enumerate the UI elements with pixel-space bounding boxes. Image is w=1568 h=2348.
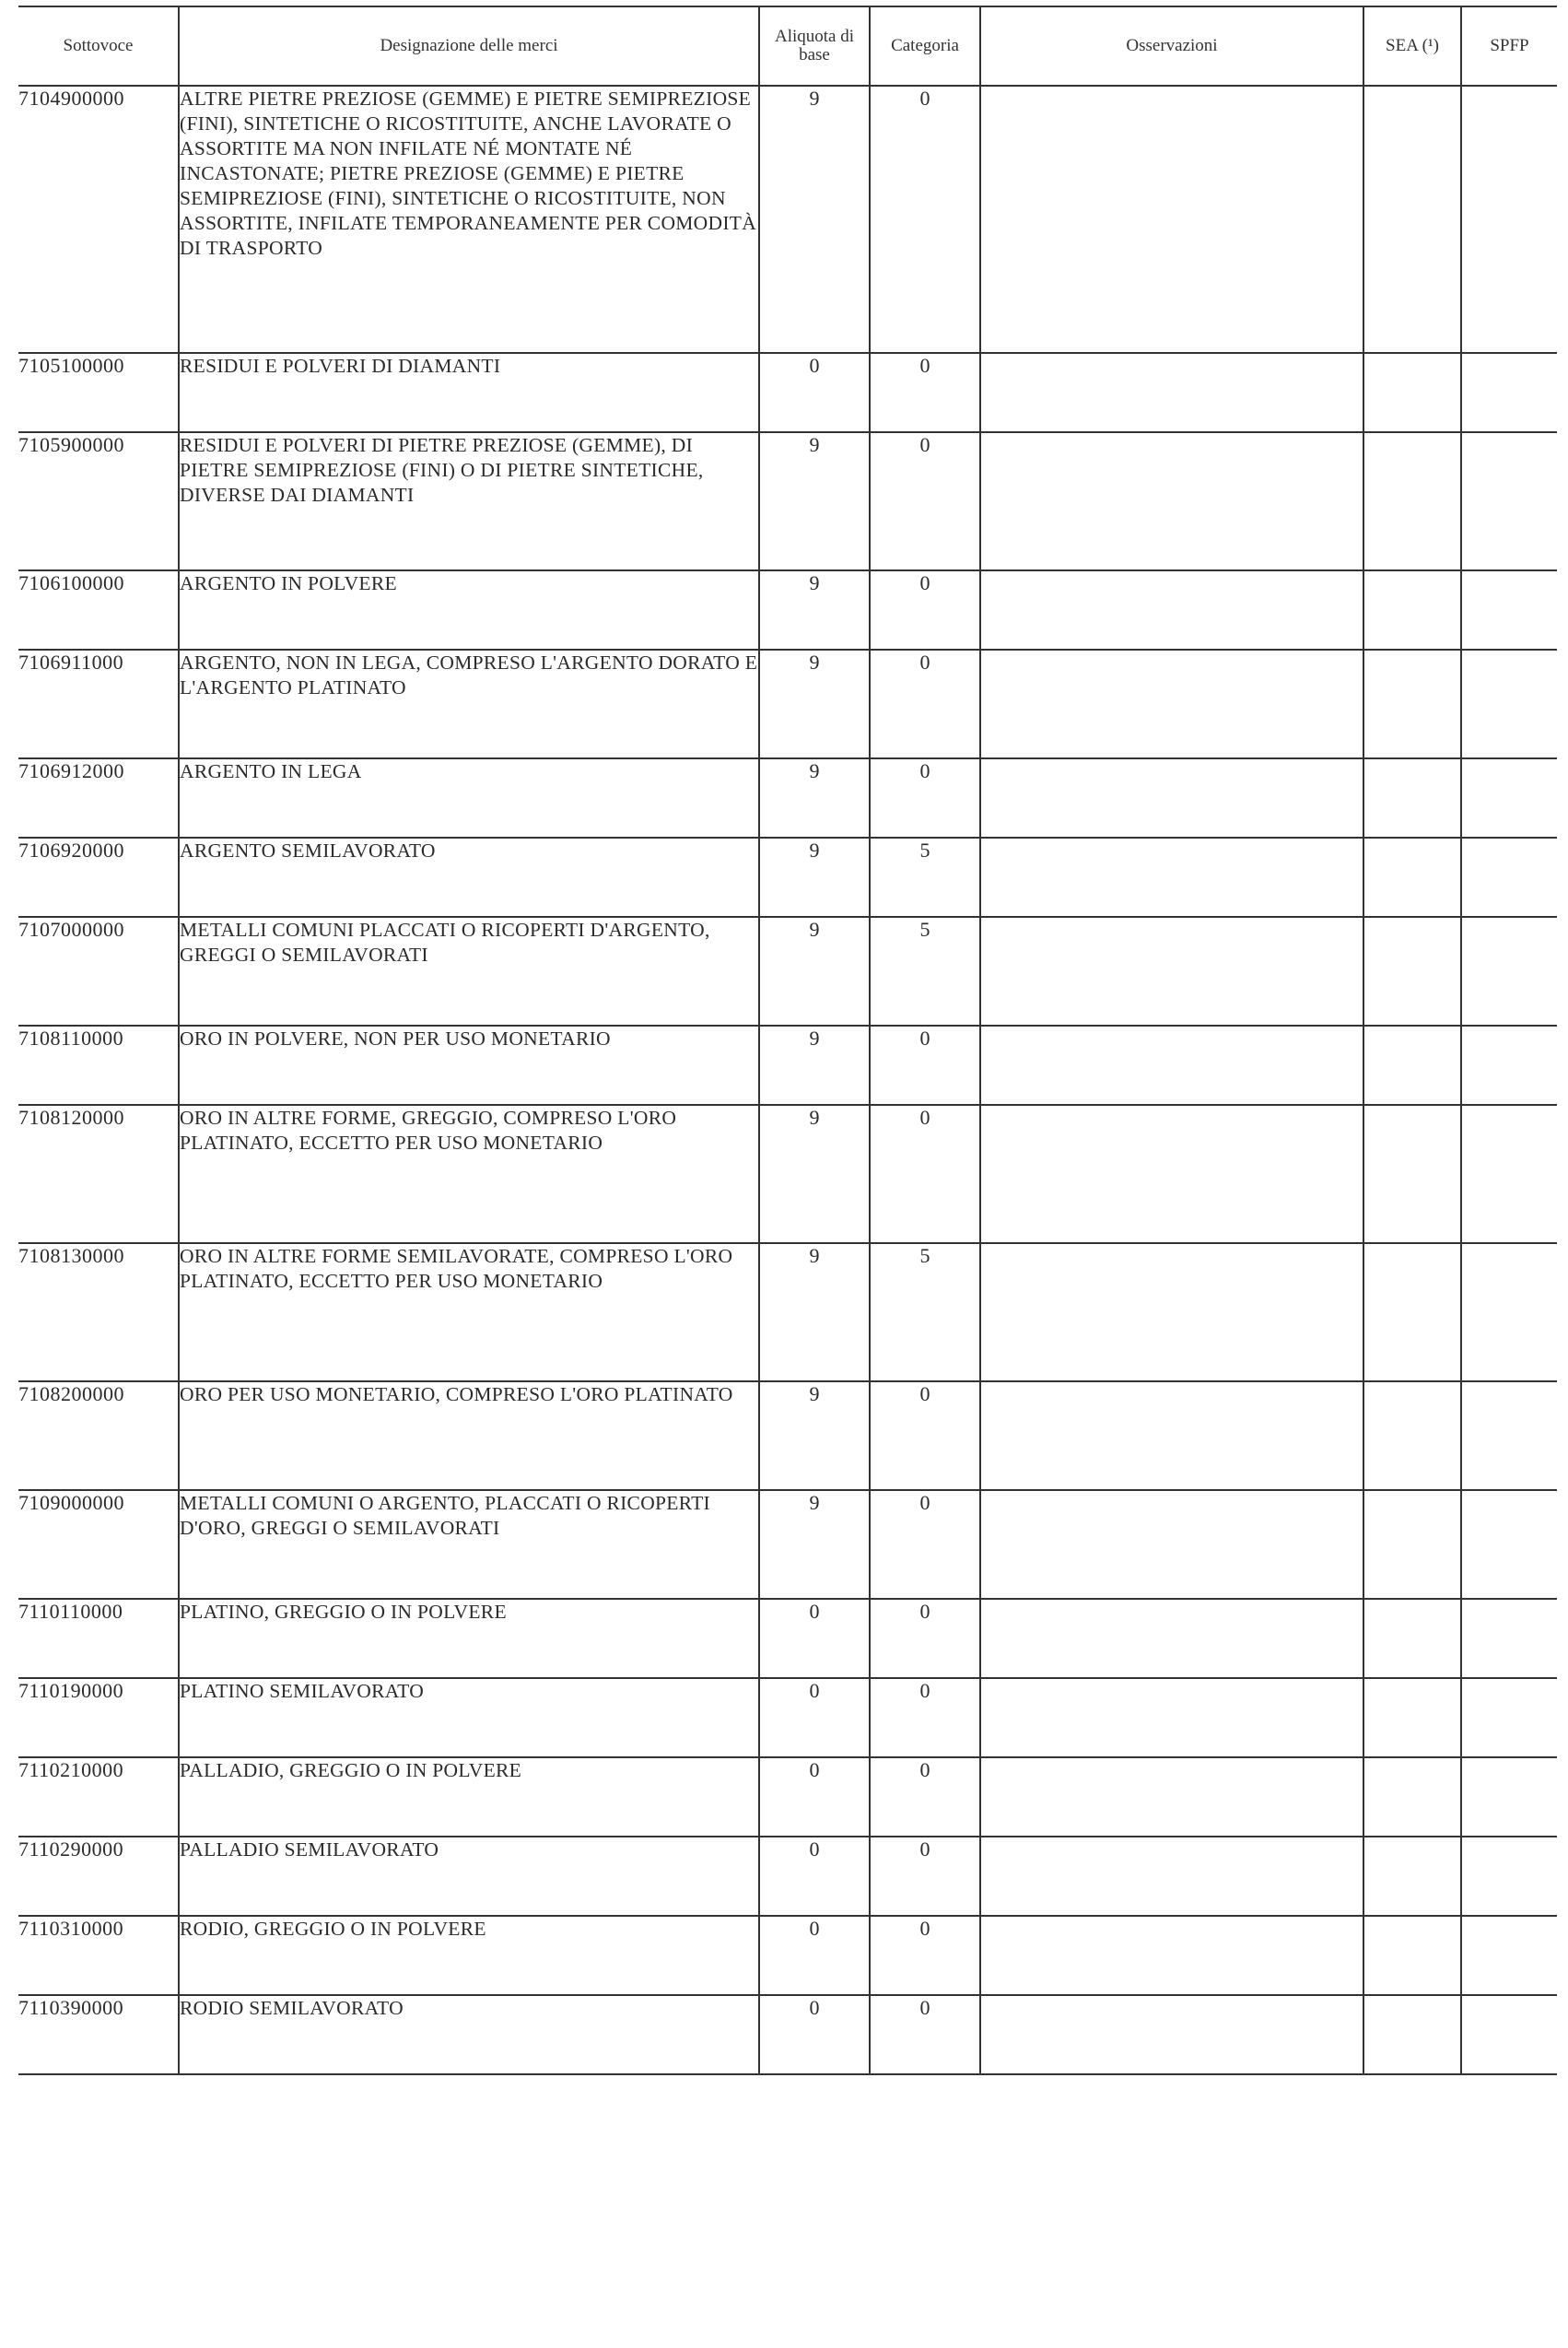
cell-sea bbox=[1363, 1837, 1461, 1916]
table-row bbox=[18, 86, 1557, 353]
cell-sea bbox=[1363, 432, 1461, 570]
cell-remarks bbox=[980, 1995, 1363, 2074]
cell-spfp bbox=[1461, 1490, 1557, 1599]
cell-description: METALLI COMUNI O ARGENTO, PLACCATI O RICOPERTI D'ORO, GREGGI O SEMILAVORATI bbox=[179, 1490, 759, 1599]
cell-code: 7104900000 bbox=[18, 86, 179, 353]
cell-remarks bbox=[980, 1243, 1363, 1381]
table-row bbox=[18, 1599, 1557, 1678]
cell-spfp bbox=[1461, 650, 1557, 758]
cell-base-rate: 0 bbox=[759, 1599, 870, 1678]
cell-remarks bbox=[980, 1916, 1363, 1995]
cell-spfp bbox=[1461, 1243, 1557, 1381]
header-spfp: SPFP bbox=[1461, 6, 1557, 86]
cell-spfp bbox=[1461, 86, 1557, 353]
cell-category: 0 bbox=[870, 432, 980, 570]
cell-description: METALLI COMUNI PLACCATI O RICOPERTI D'ARGENTO, GREGGI O SEMILAVORATI bbox=[179, 917, 759, 1026]
cell-category: 0 bbox=[870, 1599, 980, 1678]
cell-base-rate: 9 bbox=[759, 758, 870, 838]
table-body bbox=[18, 86, 1557, 2074]
cell-spfp bbox=[1461, 1381, 1557, 1490]
table-row bbox=[18, 432, 1557, 570]
cell-sea bbox=[1363, 1026, 1461, 1105]
cell-base-rate: 9 bbox=[759, 1026, 870, 1105]
table-row bbox=[18, 758, 1557, 838]
cell-spfp bbox=[1461, 432, 1557, 570]
cell-description: ALTRE PIETRE PREZIOSE (GEMME) E PIETRE SEMIPREZIOSE (FINI), SINTETICHE O RICOSTITUITE, ANCHE LAVORATE O ASSORTITE MA NON INFILATE NÉ MONTATE NÉ INCASTONATE; PIETRE PREZIOSE (GEMME) E PIETRE SEMIPREZIOSE (FINI), SINTETICHE O RICOSTITUITE, NON ASSORTITE, INFILATE TEMPORANEAMENTE PER COMODITÀ DI TRASPORTO bbox=[179, 86, 759, 353]
cell-remarks bbox=[980, 1490, 1363, 1599]
cell-sea bbox=[1363, 353, 1461, 432]
cell-spfp bbox=[1461, 1916, 1557, 1995]
cell-code: 7110310000 bbox=[18, 1916, 179, 1995]
cell-spfp bbox=[1461, 1105, 1557, 1243]
cell-remarks bbox=[980, 1381, 1363, 1490]
header-sea: SEA (¹) bbox=[1363, 6, 1461, 86]
header-row bbox=[18, 6, 1557, 86]
cell-code: 7110190000 bbox=[18, 1678, 179, 1757]
header-category: Categoria bbox=[870, 6, 980, 86]
table-row bbox=[18, 1837, 1557, 1916]
cell-spfp bbox=[1461, 1837, 1557, 1916]
cell-remarks bbox=[980, 86, 1363, 353]
cell-spfp bbox=[1461, 917, 1557, 1026]
cell-code: 7106100000 bbox=[18, 570, 179, 650]
cell-description: PLATINO SEMILAVORATO bbox=[179, 1678, 759, 1757]
cell-base-rate: 9 bbox=[759, 917, 870, 1026]
cell-category: 0 bbox=[870, 1381, 980, 1490]
cell-sea bbox=[1363, 1599, 1461, 1678]
cell-base-rate: 9 bbox=[759, 570, 870, 650]
cell-code: 7110110000 bbox=[18, 1599, 179, 1678]
cell-category: 0 bbox=[870, 570, 980, 650]
tariff-table-container bbox=[18, 6, 1557, 2075]
cell-base-rate: 9 bbox=[759, 86, 870, 353]
cell-spfp bbox=[1461, 570, 1557, 650]
cell-category: 5 bbox=[870, 838, 980, 917]
cell-code: 7106920000 bbox=[18, 838, 179, 917]
cell-spfp bbox=[1461, 1757, 1557, 1837]
cell-remarks bbox=[980, 1599, 1363, 1678]
cell-category: 0 bbox=[870, 1916, 980, 1995]
table-row bbox=[18, 353, 1557, 432]
cell-base-rate: 0 bbox=[759, 353, 870, 432]
cell-description: PALLADIO, GREGGIO O IN POLVERE bbox=[179, 1757, 759, 1837]
cell-remarks bbox=[980, 1837, 1363, 1916]
cell-code: 7108200000 bbox=[18, 1381, 179, 1490]
cell-sea bbox=[1363, 1243, 1461, 1381]
cell-category: 5 bbox=[870, 1243, 980, 1381]
cell-remarks bbox=[980, 838, 1363, 917]
cell-sea bbox=[1363, 86, 1461, 353]
cell-base-rate: 0 bbox=[759, 1995, 870, 2074]
cell-code: 7110290000 bbox=[18, 1837, 179, 1916]
header-code: Sottovoce bbox=[18, 6, 179, 86]
table-row bbox=[18, 1995, 1557, 2074]
cell-code: 7106912000 bbox=[18, 758, 179, 838]
cell-remarks bbox=[980, 1105, 1363, 1243]
cell-base-rate: 9 bbox=[759, 650, 870, 758]
cell-description: RODIO, GREGGIO O IN POLVERE bbox=[179, 1916, 759, 1995]
cell-spfp bbox=[1461, 1678, 1557, 1757]
cell-base-rate: 0 bbox=[759, 1837, 870, 1916]
cell-base-rate: 9 bbox=[759, 838, 870, 917]
cell-remarks bbox=[980, 650, 1363, 758]
cell-description: ARGENTO IN LEGA bbox=[179, 758, 759, 838]
cell-description: RODIO SEMILAVORATO bbox=[179, 1995, 759, 2074]
cell-remarks bbox=[980, 1678, 1363, 1757]
table-row bbox=[18, 1026, 1557, 1105]
cell-code: 7106911000 bbox=[18, 650, 179, 758]
table-row bbox=[18, 570, 1557, 650]
cell-sea bbox=[1363, 1995, 1461, 2074]
cell-sea bbox=[1363, 1490, 1461, 1599]
cell-description: ORO IN ALTRE FORME, GREGGIO, COMPRESO L'ORO PLATINATO, ECCETTO PER USO MONETARIO bbox=[179, 1105, 759, 1243]
cell-remarks bbox=[980, 432, 1363, 570]
cell-category: 0 bbox=[870, 1837, 980, 1916]
cell-sea bbox=[1363, 650, 1461, 758]
cell-sea bbox=[1363, 917, 1461, 1026]
cell-spfp bbox=[1461, 758, 1557, 838]
header-description: Designazione delle merci bbox=[179, 6, 759, 86]
cell-base-rate: 0 bbox=[759, 1916, 870, 1995]
cell-category: 0 bbox=[870, 1995, 980, 2074]
cell-sea bbox=[1363, 758, 1461, 838]
cell-description: ORO PER USO MONETARIO, COMPRESO L'ORO PLATINATO bbox=[179, 1381, 759, 1490]
cell-sea bbox=[1363, 570, 1461, 650]
cell-remarks bbox=[980, 1757, 1363, 1837]
header-base-rate: Aliquota di base bbox=[759, 6, 870, 86]
cell-description: RESIDUI E POLVERI DI DIAMANTI bbox=[179, 353, 759, 432]
table-row bbox=[18, 1490, 1557, 1599]
cell-remarks bbox=[980, 917, 1363, 1026]
table-row bbox=[18, 1916, 1557, 1995]
table-row bbox=[18, 1757, 1557, 1837]
cell-spfp bbox=[1461, 1026, 1557, 1105]
cell-description: PLATINO, GREGGIO O IN POLVERE bbox=[179, 1599, 759, 1678]
cell-spfp bbox=[1461, 1599, 1557, 1678]
cell-spfp bbox=[1461, 353, 1557, 432]
cell-description: RESIDUI E POLVERI DI PIETRE PREZIOSE (GEMME), DI PIETRE SEMIPREZIOSE (FINI) O DI PIETRE SINTETICHE, DIVERSE DAI DIAMANTI bbox=[179, 432, 759, 570]
tariff-table bbox=[18, 6, 1557, 2075]
cell-category: 0 bbox=[870, 650, 980, 758]
cell-base-rate: 9 bbox=[759, 1490, 870, 1599]
table-row bbox=[18, 1243, 1557, 1381]
cell-category: 0 bbox=[870, 353, 980, 432]
cell-category: 0 bbox=[870, 1105, 980, 1243]
cell-sea bbox=[1363, 1757, 1461, 1837]
cell-category: 0 bbox=[870, 758, 980, 838]
cell-code: 7110210000 bbox=[18, 1757, 179, 1837]
table-row bbox=[18, 917, 1557, 1026]
cell-description: ORO IN ALTRE FORME SEMILAVORATE, COMPRESO L'ORO PLATINATO, ECCETTO PER USO MONETARIO bbox=[179, 1243, 759, 1381]
cell-sea bbox=[1363, 1381, 1461, 1490]
cell-base-rate: 0 bbox=[759, 1757, 870, 1837]
cell-category: 0 bbox=[870, 1026, 980, 1105]
table-row bbox=[18, 1105, 1557, 1243]
cell-sea bbox=[1363, 1105, 1461, 1243]
cell-remarks bbox=[980, 570, 1363, 650]
table-row bbox=[18, 838, 1557, 917]
cell-description: ORO IN POLVERE, NON PER USO MONETARIO bbox=[179, 1026, 759, 1105]
cell-category: 0 bbox=[870, 1490, 980, 1599]
cell-code: 7108120000 bbox=[18, 1105, 179, 1243]
cell-code: 7109000000 bbox=[18, 1490, 179, 1599]
cell-category: 5 bbox=[870, 917, 980, 1026]
table-row bbox=[18, 650, 1557, 758]
cell-sea bbox=[1363, 1678, 1461, 1757]
cell-category: 0 bbox=[870, 1757, 980, 1837]
cell-code: 7108130000 bbox=[18, 1243, 179, 1381]
cell-remarks bbox=[980, 1026, 1363, 1105]
cell-code: 7108110000 bbox=[18, 1026, 179, 1105]
cell-remarks bbox=[980, 353, 1363, 432]
cell-code: 7105900000 bbox=[18, 432, 179, 570]
cell-description: ARGENTO SEMILAVORATO bbox=[179, 838, 759, 917]
cell-spfp bbox=[1461, 838, 1557, 917]
cell-base-rate: 9 bbox=[759, 1243, 870, 1381]
header-remarks: Osservazioni bbox=[980, 6, 1363, 86]
cell-description: ARGENTO IN POLVERE bbox=[179, 570, 759, 650]
cell-spfp bbox=[1461, 1995, 1557, 2074]
cell-code: 7107000000 bbox=[18, 917, 179, 1026]
cell-description: ARGENTO, NON IN LEGA, COMPRESO L'ARGENTO DORATO E L'ARGENTO PLATINATO bbox=[179, 650, 759, 758]
table-row bbox=[18, 1678, 1557, 1757]
cell-base-rate: 9 bbox=[759, 1381, 870, 1490]
cell-sea bbox=[1363, 1916, 1461, 1995]
cell-base-rate: 9 bbox=[759, 1105, 870, 1243]
cell-base-rate: 9 bbox=[759, 432, 870, 570]
cell-sea bbox=[1363, 838, 1461, 917]
cell-base-rate: 0 bbox=[759, 1678, 870, 1757]
cell-category: 0 bbox=[870, 86, 980, 353]
cell-category: 0 bbox=[870, 1678, 980, 1757]
cell-code: 7105100000 bbox=[18, 353, 179, 432]
cell-remarks bbox=[980, 758, 1363, 838]
cell-description: PALLADIO SEMILAVORATO bbox=[179, 1837, 759, 1916]
table-row bbox=[18, 1381, 1557, 1490]
cell-code: 7110390000 bbox=[18, 1995, 179, 2074]
